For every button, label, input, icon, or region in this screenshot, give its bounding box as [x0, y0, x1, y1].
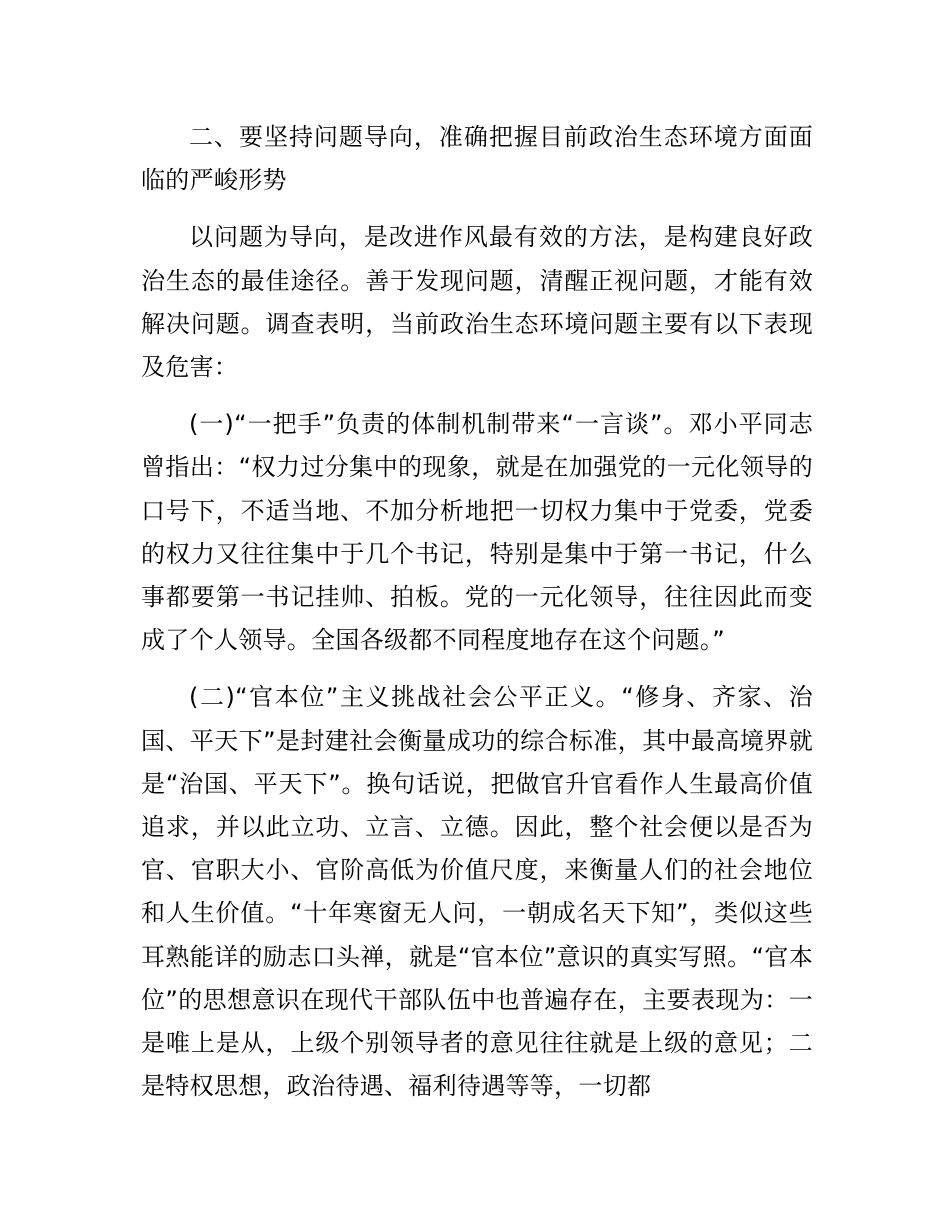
section-heading: 二、要坚持问题导向，准确把握目前政治生态环境方面面临的严峻形势 — [141, 123, 813, 195]
paragraph-intro: 以问题为导向，是改进作风最有效的方法，是构建良好政治生态的最佳途径。善于发现问题，清醒正视问题，才能有效解决问题。调查表明，当前政治生态环境问题主要有以下表现及危害： — [141, 223, 813, 382]
paragraph-point-one: (一)“一把手”负责的体制机制带来“一言谈”。邓小平同志曾指出：“权力过分集中的现象，就是在加强党的一元化领导的口号下，不适当地、不加分析地把一切权力集中于党委，党委的权力又往往集中于几个书记，特别是集中于第一书记，什么事都要第一书记挂帅、拍板。党的一元化领导，往往因此而变成了个人领导。全国各级都不同程度地存在这个问题。” — [141, 410, 813, 655]
document-body — [141, 116, 813, 1122]
paragraph-point-two: (二)“官本位”主义挑战社会公平正义。“修身、齐家、治国、平天下”是封建社会衡量成功的综合标准，其中最高境界就是“治国、平天下”。换句话说，把做官升官看作人生最高价值追求，并以此立功、立言、立德。因此，整个社会便以是否为官、官职大小、官阶高低为价值尺度，来衡量人们的社会地位和人生价值。“十年寒窗无人问，一朝成名天下知”，类似这些耳熟能详的励志口头禅，就是“官本位”意识的真实写照。“官本位”的思想意识在现代干部队伍中也普遍存在，主要表现为：一是唯上是从，上级个别领导者的意见往往就是上级的意见；二是特权思想，政治待遇、福利待遇等等，一切都 — [141, 683, 813, 1101]
